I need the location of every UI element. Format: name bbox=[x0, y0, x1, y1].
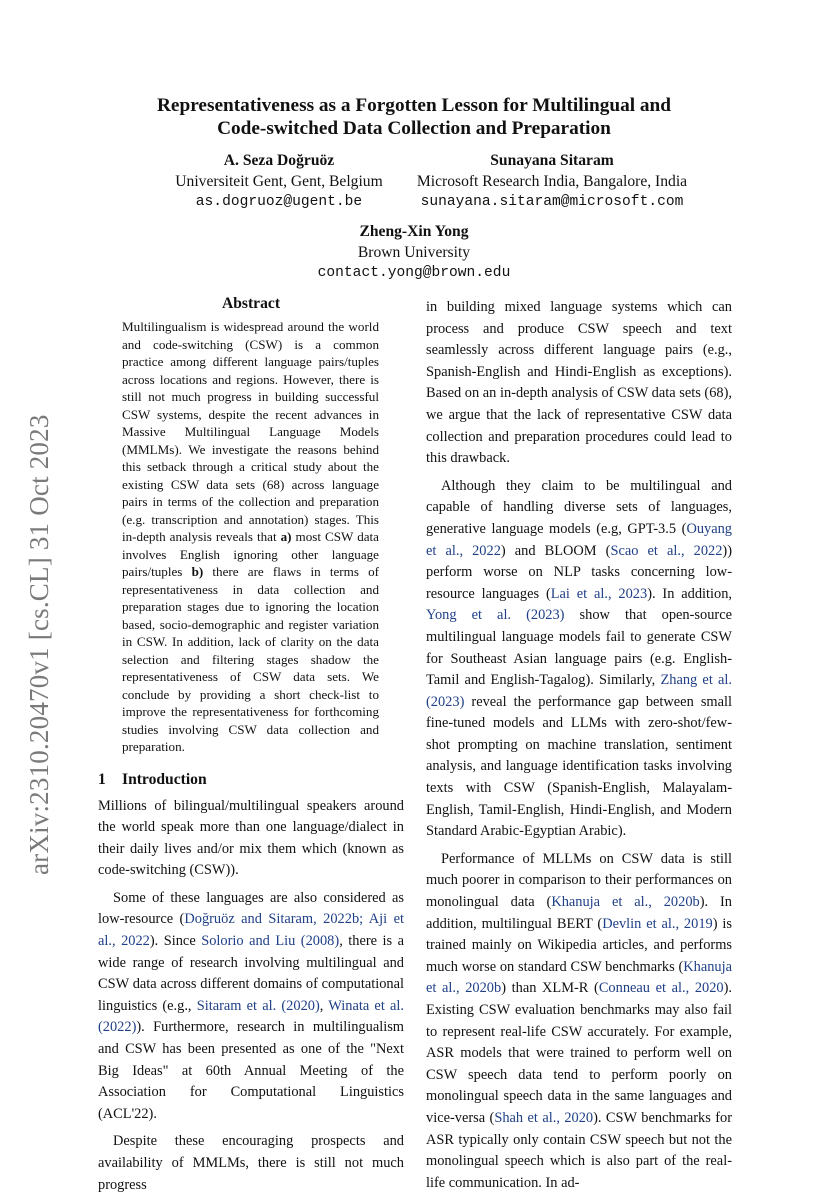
author-block-1 bbox=[170, 150, 388, 213]
author-affiliation: Universiteit Gent, Gent, Belgium bbox=[175, 173, 383, 190]
author-name: Sunayana Sitaram bbox=[490, 152, 614, 169]
citation-link[interactable]: Sitaram et al. (2020) bbox=[196, 997, 320, 1014]
section-number: 1 bbox=[98, 770, 106, 788]
author-email[interactable]: sunayana.sitaram@microsoft.com bbox=[420, 194, 684, 210]
paper-title-line-1: Representativeness as a Forgotten Lesson for Multilingual and bbox=[157, 95, 671, 116]
citation-link[interactable]: Zhang et al. (2023) bbox=[426, 672, 732, 710]
abstract-text: Multilingualism is widespread around the world and code-switching (CSW) is a common practice among different language pairs/tuples across locations and regions. However, there is still not much progress in building successful CSW systems, despite the recent advances in Massive Multilingual Language Models (MMLMs). We investigate the reasons behind this setback through a critical study about the existing CSW data sets (68) across language pairs in terms of the collection and preparation (e.g. transcription and annotation) stages. This in-depth analysis reveals that a) most CSW data involves English ignoring other language pairs/tuples b) there are flaws in terms of representativeness in data collection and preparation stages due to ignoring the location based, socio-demographic and register variation in CSW. In addition, lack of clarity on the data selection and filtering stages shadow the representativeness of CSW data sets. We conclude by providing a short check-list to improve the representativeness for forthcoming studies involving CSW data collection and preparation. bbox=[122, 319, 380, 754]
author-email[interactable]: as.dogruoz@ugent.be bbox=[195, 194, 363, 210]
section-title: Introduction bbox=[122, 770, 207, 788]
author-affiliation: Brown University bbox=[357, 244, 471, 261]
author-affiliation: Microsoft Research India, Bangalore, India bbox=[416, 173, 688, 190]
citation-link[interactable]: Lai et al., 2023 bbox=[550, 585, 648, 602]
citation-link[interactable]: Khanuja et al., 2020b bbox=[551, 894, 700, 911]
citation-link[interactable]: Khanuja et al., 2020b bbox=[426, 958, 732, 997]
citation-link[interactable]: Ouyang et al., 2022 bbox=[426, 520, 732, 559]
citation-link[interactable]: Scao et al., 2022 bbox=[610, 542, 723, 559]
citation-link[interactable]: Doğruöz and Sitaram, 2022b; Aji et al., 2022 bbox=[98, 911, 404, 950]
citation-link[interactable]: Yong et al. (2023) bbox=[426, 607, 565, 624]
intro-paragraph-3: Despite these encouraging prospects and availability of MMLMs, there is still not much progress bbox=[98, 1133, 404, 1193]
author-email[interactable]: contact.yong@brown.edu bbox=[317, 265, 511, 281]
citation-link[interactable]: Conneau et al., 2020 bbox=[598, 980, 724, 997]
citation-link[interactable]: Shah et al., 2020 bbox=[494, 1109, 594, 1126]
author-block-3 bbox=[264, 221, 564, 284]
abstract-heading: Abstract bbox=[221, 295, 281, 312]
right-paragraph-3: Performance of MLLMs on CSW data is still much poorer in comparison to their performances on monolingual data (Khanuja et al., 2020b). In addition, multilingual BERT (Devlin et al., 2019) is trained mainly on Wikipedia articles, and performs much worse on standard CSW benchmarks (Khanuja et al., 2020b) than XLM-R (Conneau et al., 2020). Existing CSW evaluation benchmarks may also fail to represent real-life CSW accurately. For example, ASR models that were trained to perform well on CSW speech data tend to perform poorly on monolingual speech data in the same languages and vice-versa (Shah et al., 2020). CSW benchmarks for ASR typically only contain CSW speech but not the monolingual speech which is also part of the real-life communication. In ad- bbox=[426, 850, 733, 1191]
paper-title-line-2: Code-switched Data Collection and Preparation bbox=[217, 118, 611, 139]
arxiv-identifier-stamp: arXiv:2310.20470v1 [cs.CL] 31 Oct 2023 bbox=[24, 414, 54, 875]
author-block-2 bbox=[404, 150, 700, 213]
citation-link[interactable]: Winata et al. (2022) bbox=[98, 997, 404, 1036]
intro-paragraph-2: Some of these languages are also considered as low-resource (Doğruöz and Sitaram, 2022b; Aji et al., 2022). Since Solorio and Liu (2008), there is a wide range of research involving multilingual and CSW data across different domains of computational linguistics (e.g., Sitaram et al. (2020), Winata et al. (2022)). Furthermore, research in multilingualism and CSW has been presented as one of the "Next Big Ideas" at 60th Annual Meeting of the Association for Computational Linguistics (ACL'22). bbox=[98, 889, 404, 1122]
right-column bbox=[426, 297, 732, 1194]
right-paragraph-1: in building mixed language systems which can process and produce CSW speech and text seamlessly across different language pairs (e.g., Spanish-English and Hindi-English as exceptions). Based on an in-depth analysis of CSW data sets (68), we argue that the lack of representative CSW data collection and preparation procedures could lead to this drawback. bbox=[426, 299, 732, 467]
citation-link[interactable]: Devlin et al., 2019 bbox=[602, 915, 713, 932]
left-column bbox=[98, 295, 404, 1196]
author-name: A. Seza Doğruöz bbox=[223, 152, 335, 169]
right-paragraph-2: Although they claim to be multilingual and capable of handling diverse sets of languages, generative language models (e.g, GPT-3.5 (Ouyang et al., 2022) and BLOOM (Scao et al., 2022)) perform worse on NLP tasks concerning low-resource languages (Lai et al., 2023). In addition, Yong et al. (2023) show that open-source multilingual language models fail to generate CSW for Southeast Asian language pairs (e.g. English-Tamil and English-Tagalog). Similarly, Zhang et al. (2023) reveal the performance gap between small fine-tuned models and LLMs with zero-shot/few-shot prompting on machine translation, sentiment analysis, and language identification tasks involving texts with CSW (Spanish-English, Malayalam-English, Tamil-English, Hindi-English, and Modern Standard Arabic-Egyptian Arabic). bbox=[426, 477, 733, 840]
section-heading-introduction bbox=[98, 771, 404, 789]
citation-link[interactable]: Solorio and Liu (2008) bbox=[201, 933, 340, 950]
intro-paragraph-1: Millions of bilingual/multilingual speakers around the world speak more than one language/dialect in their daily lives and/or mix them which (known as code-switching (CSW)). bbox=[98, 797, 404, 879]
author-name: Zheng-Xin Yong bbox=[359, 223, 469, 240]
paper-title bbox=[0, 94, 828, 140]
